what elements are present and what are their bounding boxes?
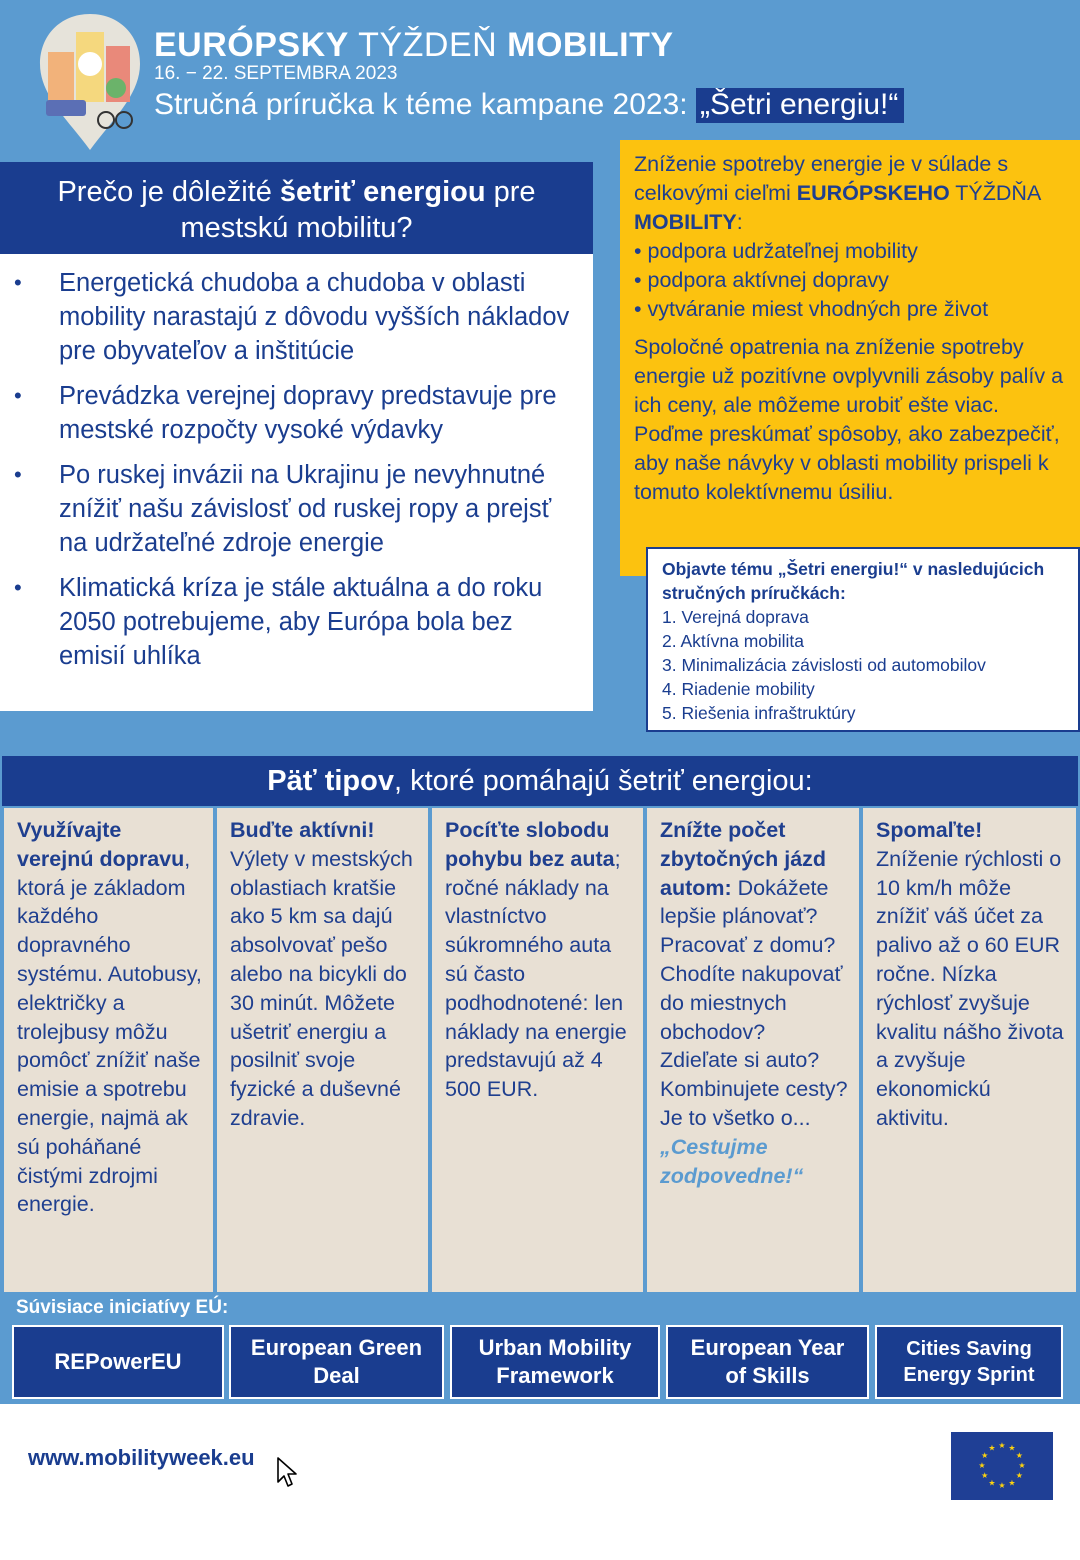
tip-heading: Využívajte verejnú dopravu xyxy=(17,818,185,871)
why-bullet: • Energetická chudoba a chudoba v oblasti mobility narastajú z dôvodu vyšších nákladov pre obyvateľov a inštitúcie xyxy=(0,266,573,368)
tip-card xyxy=(645,806,861,1294)
goals-colon: : xyxy=(736,210,743,234)
tip-heading: Buďte aktívni! xyxy=(230,818,375,842)
goal-item: • podpora aktívnej dopravy xyxy=(634,268,889,292)
svg-text:★: ★ xyxy=(1008,1443,1016,1453)
campaign-dates: 16. − 22. SEPTEMBRA 2023 xyxy=(154,63,398,84)
svg-text:★: ★ xyxy=(998,1441,1006,1450)
initiative-cities-saving[interactable]: Cities Saving Energy Sprint xyxy=(875,1325,1063,1399)
svg-text:★: ★ xyxy=(978,1461,986,1470)
why-bullet: • Klimatická kríza je stále aktuálna a do roku 2050 potrebujeme, aby Európa bola bez emisií uhlíka xyxy=(0,571,573,673)
tips-title-bold: Päť tipov xyxy=(267,765,394,797)
why-title-part-2: pre mestskú mobilitu? xyxy=(180,176,536,244)
svg-text:★: ★ xyxy=(988,1443,996,1453)
svg-text:★: ★ xyxy=(1008,1478,1016,1488)
footer xyxy=(0,1404,1080,1560)
svg-text:★: ★ xyxy=(981,1471,989,1480)
svg-text:★: ★ xyxy=(1018,1461,1026,1470)
why-bullet: • Po ruskej invázii na Ukrajinu je nevyhnutné znížiť našu závislosť od ruskej ropy a prejsť na udržateľné zdroje energie xyxy=(0,458,573,560)
tip-heading: Pocíťte slobodu pohybu bez auta xyxy=(445,818,615,871)
eu-flag-icon xyxy=(951,1432,1053,1500)
mouse-cursor-icon xyxy=(276,1456,300,1490)
tip-text: ; ročné náklady na vlastníctvo súkromného auta sú často podhodnotené: len náklady na energie predstavujú až 4 500 EUR. xyxy=(445,846,627,1102)
goals-mid: TÝŽDŇA xyxy=(955,181,1041,205)
campaign-title xyxy=(154,26,674,65)
why-heading xyxy=(0,162,593,254)
svg-text:★: ★ xyxy=(988,1478,996,1488)
why-bullet-list xyxy=(0,266,573,673)
tip-heading: Znížte počet zbytočných jázd autom: xyxy=(660,818,827,900)
guide-item: 5. Riešenia infraštruktúry xyxy=(662,703,856,723)
guides-box xyxy=(646,547,1080,732)
svg-text:★: ★ xyxy=(998,1481,1006,1490)
tip-card xyxy=(861,806,1078,1294)
goals-intro-text: Zníženie spotreby energie je v súlade s celkovými cieľmi xyxy=(634,152,1009,205)
tip-card xyxy=(2,806,215,1294)
guide-item: 4. Riadenie mobility xyxy=(662,679,815,699)
goals-paragraph: Spoločné opatrenia na zníženie spotreby energie už pozitívne ovplyvnili zásoby palív a ich ceny, ale môžeme urobiť ešte viac. Poďme preskúmať spôsoby, ako zabezpečiť, aby naše návyky v oblasti mobility prispeli k tomuto kolektívnemu úsiliu. xyxy=(634,335,1064,504)
goal-item: • podpora udržateľnej mobility xyxy=(634,239,918,263)
tip-text: Zníženie rýchlosti o 10 km/h môže znížiť váš účet za palivo až o 60 EUR ročne. Nízka rýchlosť zvyšuje kvalitu nášho života a zvyšuje ekonomickú aktivitu. xyxy=(876,846,1064,1130)
why-title-part-1: Prečo je dôležité xyxy=(57,176,272,208)
why-bullet: • Prevádzka verejnej dopravy predstavuje pre mestské rozpočty vysoké výdavky xyxy=(0,379,573,447)
title-part-1: EURÓPSKY xyxy=(154,26,349,64)
website-link[interactable]: www.mobilityweek.eu xyxy=(28,1445,255,1470)
title-part-3: MOBILITY xyxy=(507,26,674,64)
tip-heading: Spomaľte! xyxy=(876,818,983,842)
guide-item: 3. Minimalizácia závislosti od automobilov xyxy=(662,655,986,675)
tips-title-rest: , ktoré pomáhajú šetriť energiou: xyxy=(393,765,813,797)
tip-text: , ktorá je základom každého dopravného systému. Autobusy, električky a trolejbusy môžu pomôcť znížiť naše emisie a spotrebu energie, najmä ak sú poháňané čistými zdrojmi energie. xyxy=(17,846,202,1217)
goals-intro xyxy=(634,150,1064,324)
initiative-year-of-skills[interactable]: European Year of Skills xyxy=(666,1325,869,1399)
subtitle-text: Stručná príručka k téme kampane 2023: xyxy=(154,88,688,121)
why-list-box xyxy=(0,254,593,711)
goal-item: • vytváranie miest vhodných pre život xyxy=(634,297,989,321)
goals-bold-1: EURÓPSKEHO xyxy=(796,181,950,205)
mobility-week-logo xyxy=(36,12,144,152)
tip-text: Dokážete lepšie plánovať? Pracovať z domu? Chodíte nakupovať do miestnych obchodov? Zdieľate si auto? Kombinujete cesty? Je to všetko o... xyxy=(660,875,848,1130)
initiative-repowereu[interactable]: REPowerEU xyxy=(12,1325,224,1399)
tips-heading xyxy=(2,756,1078,806)
campaign-theme-highlight: „Šetri energiu!“ xyxy=(696,88,904,123)
guides-title: Objavte tému „Šetri energiu!“ v nasledujúcich stručných príručkách: xyxy=(662,559,1045,603)
header xyxy=(0,0,1080,150)
initiative-urban-mobility[interactable]: Urban Mobility Framework xyxy=(450,1325,660,1399)
why-title-bold: šetriť energiou xyxy=(279,176,486,208)
initiative-green-deal[interactable]: European Green Deal xyxy=(229,1325,444,1399)
svg-text:★: ★ xyxy=(1015,1471,1023,1480)
svg-text:★: ★ xyxy=(981,1451,989,1460)
tip-text: Výlety v mestských oblastiach kratšie ako 5 km sa dajú absolvovať pešo alebo na bicykli do 30 minút. Môžete ušetriť energiu a posilniť svoje fyzické a duševné zdravie. xyxy=(230,846,413,1130)
tips-row xyxy=(2,806,1078,1294)
guide-item: 1. Verejná doprava xyxy=(662,607,809,627)
tip-card xyxy=(430,806,645,1294)
svg-text:★: ★ xyxy=(1015,1451,1023,1460)
tip-card xyxy=(215,806,430,1294)
guide-item: 2. Aktívna mobilita xyxy=(662,631,805,651)
title-part-2: TÝŽDEŇ xyxy=(358,26,498,64)
initiatives-label: Súvisiace iniciatívy EÚ: xyxy=(16,1297,229,1318)
tip-quote: „Cestujme zodpovedne!“ xyxy=(660,1134,804,1188)
goals-bold-2: MOBILITY xyxy=(634,210,737,234)
goals-box xyxy=(620,140,1080,576)
campaign-subtitle xyxy=(154,88,904,122)
